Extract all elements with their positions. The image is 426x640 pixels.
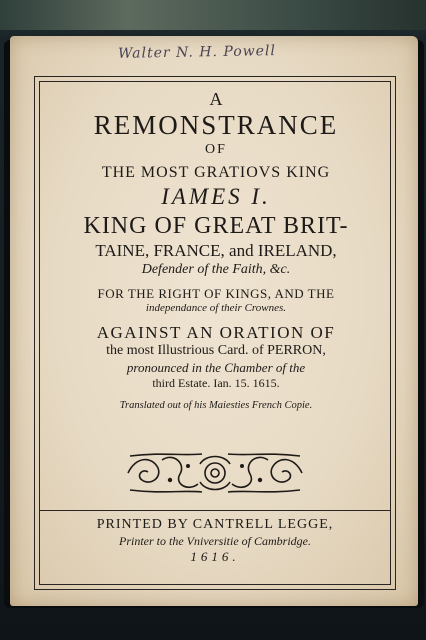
title-of: OF [205, 142, 227, 157]
book-edge-top [0, 0, 426, 30]
printers-ornament-icon [122, 450, 308, 496]
title-block [40, 88, 392, 412]
title-line-a: A [209, 89, 223, 109]
title-most-gratious: THE MOST GRATIOVS KING [101, 164, 331, 181]
title-third-estate: third Estate. Ian. 15. 1615. [152, 376, 280, 390]
title-independance: independance of their Crownes. [145, 302, 287, 314]
handwritten-signature: Walter N. H. Powell [117, 43, 277, 62]
title-against: AGAINST AN ORATION OF [96, 323, 336, 342]
imprint-year: 1616. [190, 549, 240, 564]
title-king-of: KING OF GREAT BRIT- [83, 213, 349, 239]
title-remonstrance: REMONSTRANCE [93, 110, 339, 140]
imprint-printer-to: Printer to the Vniversitie of Cambridge. [119, 534, 311, 548]
title-pronounced: pronounced in the Chamber of the [126, 360, 306, 375]
title-most-illustrious: the most Illustrious Card. of PERRON, [106, 343, 326, 358]
title-taine: TAINE, FRANCE, and IRELAND, [95, 241, 337, 260]
imprint-block [40, 518, 390, 563]
title-translated: Translated out of his Maiesties French Copie. [119, 400, 313, 411]
title-right-of-kings: FOR THE RIGHT OF KINGS, AND THE [97, 286, 335, 301]
imprint-divider [40, 510, 390, 511]
title-defender: Defender of the Faith, &c. [141, 262, 291, 277]
imprint-printed-by: PRINTED BY CANTRELL LEGGE, [96, 517, 334, 532]
title-james: IAMES I. [161, 184, 271, 209]
